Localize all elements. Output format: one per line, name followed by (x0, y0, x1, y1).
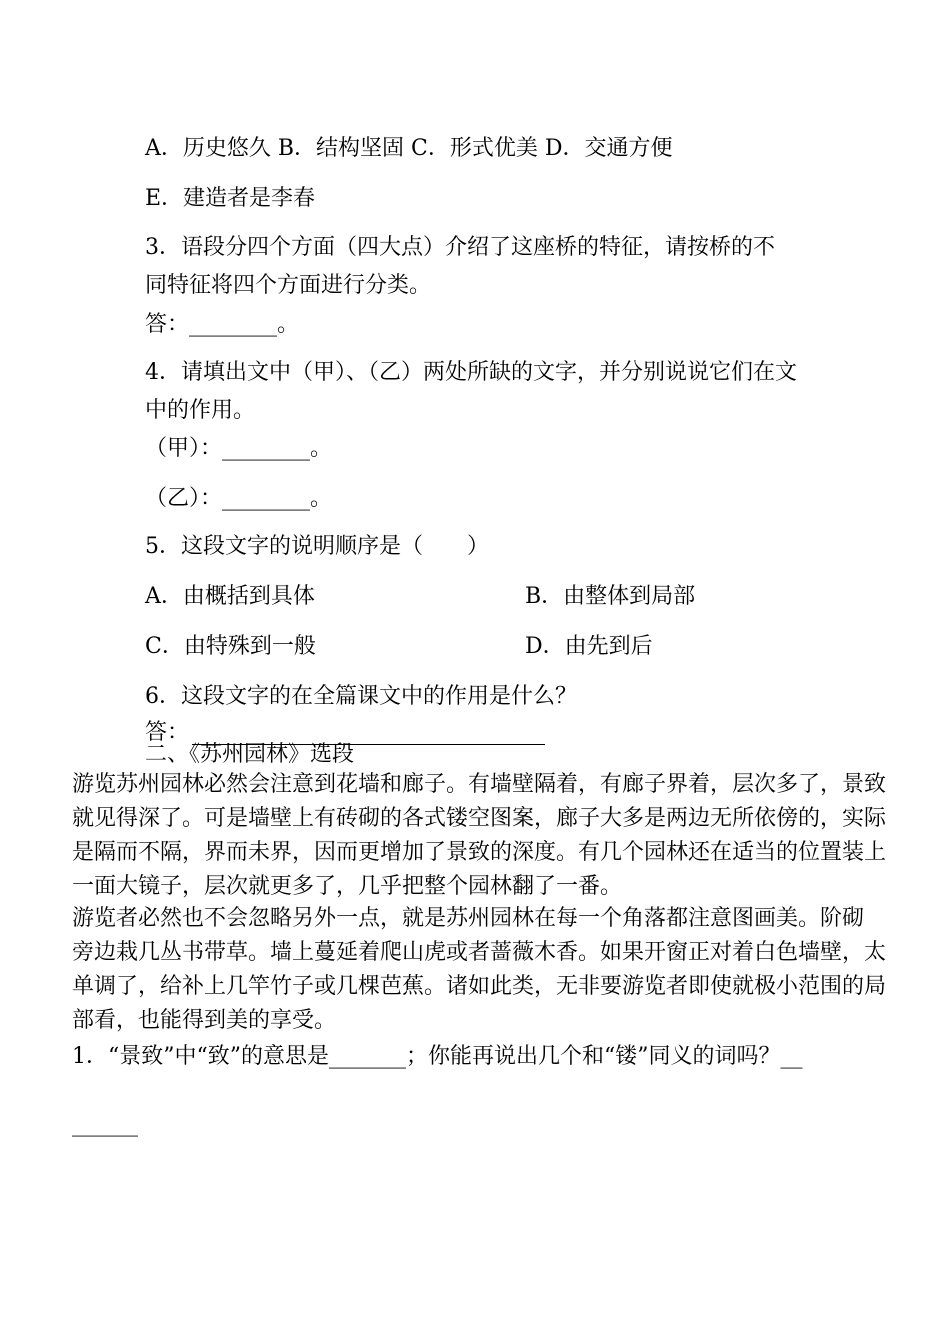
yi-blank[interactable]: ________ (222, 486, 311, 511)
q5-option-c[interactable]: C．由特殊到一般 (145, 634, 316, 659)
para1-line2: 就见得深了。可是墙壁上有砖砌的各式镂空图案，廊子大多是两边无所依傍的，实际 (72, 806, 887, 831)
q4-jia-answer (145, 434, 332, 464)
q4-yi-answer (145, 484, 332, 514)
q6-text: 6．这段文字的在全篇课文中的作用是什么？ (145, 684, 577, 709)
q5-text: 5．这段文字的说明顺序是（ ） (145, 534, 489, 559)
para1-line1: 游览苏州园林必然会注意到花墙和廊子。有墙壁隔着，有廊子界着，层次多了，景致 (72, 772, 887, 797)
s2-q1-continuation-blank[interactable]: ______ (72, 1112, 138, 1137)
q5-option-a[interactable]: A．由概括到具体 (145, 584, 315, 609)
answer-end: 。 (277, 312, 300, 337)
s2-q1 (72, 1042, 803, 1072)
para2-line4: 部看，也能得到美的享受。 (72, 1008, 337, 1033)
q2-options-line2: E．建造者是李春 (145, 186, 316, 211)
s2-q1-blank[interactable]: _______ (329, 1044, 406, 1069)
q2-options-line1: A．历史悠久 B．结构坚固 C．形式优美 D．交通方便 (145, 136, 673, 161)
q5-option-d[interactable]: D．由先到后 (525, 634, 653, 659)
s2-q1-part1: 1．“景致”中“致”的意思是 (72, 1044, 329, 1069)
answer-blank[interactable]: ________ (189, 312, 278, 337)
q6-answer-label: 答： (145, 720, 190, 745)
yi-label: （乙）： (145, 486, 223, 511)
answer-label: 答： (145, 312, 190, 337)
q4-text-line1: 4．请填出文中（甲）、（乙）两处所缺的文字，并分别说说它们在文 (145, 360, 797, 385)
section2-heading: 二、《苏州园林》选段 (145, 742, 355, 767)
para2-line1: 游览者必然也不会忽略另外一点，就是苏州园林在每一个角落都注意图画美。阶砌 (72, 906, 865, 931)
jia-label: （甲）： (145, 436, 223, 461)
para1-line4: 一面大镜子，层次就更多了，几乎把整个园林翻了一番。 (72, 874, 623, 899)
para1-line3: 是隔而不隔，界而未界，因而更增加了景致的深度。有几个园林还在适当的位置装上 (72, 840, 887, 865)
para2-line2: 旁边栽几丛书带草。墙上蔓延着爬山虎或者蔷薇木香。如果开窗正对着白色墙壁，太 (72, 940, 887, 965)
q5-option-b[interactable]: B．由整体到局部 (525, 584, 696, 609)
s2-q1-part2: ；你能再说出几个和“镂”同义的词吗？__ (406, 1044, 803, 1069)
q3-answer (145, 310, 299, 340)
jia-end: 。 (310, 436, 333, 461)
q3-text-line2: 同特征将四个方面进行分类。 (145, 273, 432, 298)
jia-blank[interactable]: ________ (222, 436, 311, 461)
q4-text-line2: 中的作用。 (145, 398, 256, 423)
q3-text-line1: 3．语段分四个方面（四大点）介绍了这座桥的特征，请按桥的不 (145, 235, 775, 260)
yi-end: 。 (310, 486, 333, 511)
para2-line3: 单调了，给补上几竿竹子或几棵芭蕉。诸如此类，无非要游览者即使就极小范围的局 (72, 974, 887, 999)
